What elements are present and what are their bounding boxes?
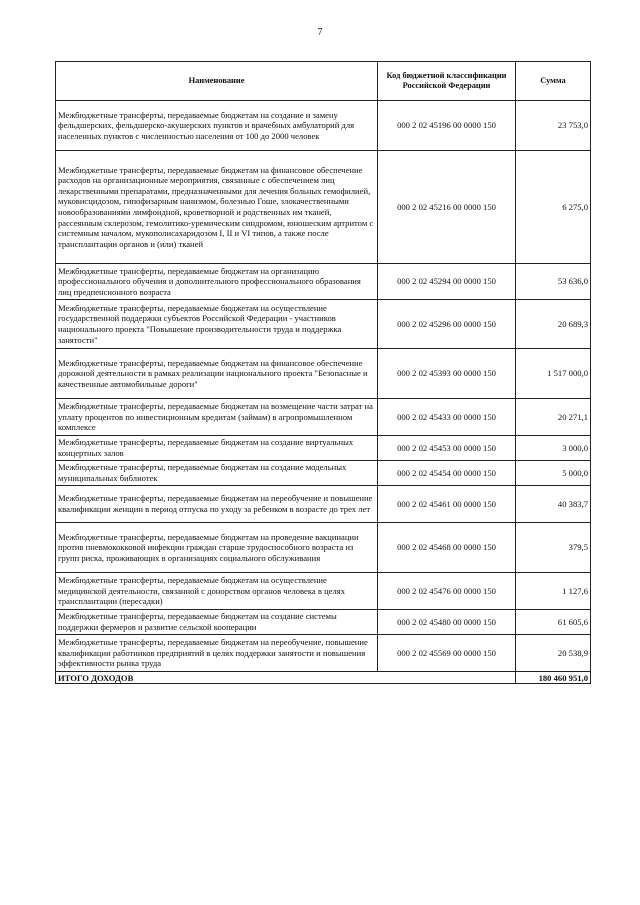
row-name: Межбюджетные трансферты, передаваемые бюджетам на создание системы поддержки фермеров и развитие сельской кооперации — [56, 610, 378, 635]
table-row — [56, 573, 591, 610]
budget-revenue-table — [55, 61, 591, 684]
table-row — [56, 461, 591, 486]
row-sum: 379,5 — [516, 523, 591, 573]
page-number: 7 — [317, 27, 323, 38]
row-sum: 61 605,6 — [516, 610, 591, 635]
table-row — [56, 436, 591, 461]
row-code: 000 2 02 45454 00 0000 150 — [378, 461, 516, 486]
row-sum: 3 000,0 — [516, 436, 591, 461]
row-name: Межбюджетные трансферты, передаваемые бюджетам на организацию профессионального обучения и дополнительного профессионального образования лиц предпенсионного возраста — [56, 264, 378, 300]
row-name: Межбюджетные трансферты, передаваемые бюджетам на возмещение части затрат на уплату процентов по инвестиционным кредитам (займам) в агропромышленном комплексе — [56, 399, 378, 436]
table-row — [56, 101, 591, 151]
total-row — [56, 672, 591, 684]
row-name: Межбюджетные трансферты, передаваемые бюджетам на финансовое обеспечение расходов на организационные мероприятия, связанные с обеспечением лиц лекарственными препаратами, предназначенными для лечения больных гемофилией, муковисцидозом, гипофизарным нанизмом, болезнью Гоше, злокачественными новообразованиями лимфоидной, кроветворной и родственных им тканей, рассеянным склерозом, гемолитико-уремическим синдромом, юношеским артритом с системным началом, мукополисахаридозом I, II и VI типов, а также после трансплантации органов и (или) тканей — [56, 151, 378, 264]
table-row — [56, 635, 591, 672]
row-code: 000 2 02 45296 00 0000 150 — [378, 300, 516, 349]
total-label: ИТОГО ДОХОДОВ — [56, 672, 516, 684]
row-code: 000 2 02 45569 00 0000 150 — [378, 635, 516, 672]
row-sum: 40 383,7 — [516, 486, 591, 523]
row-name: Межбюджетные трансферты, передаваемые бюджетам на переобучение, повышение квалификации работников предприятий в целях поддержки занятости и повышения эффективности рынка труда — [56, 635, 378, 672]
row-code: 000 2 02 45480 00 0000 150 — [378, 610, 516, 635]
header-sum: Сумма — [516, 62, 591, 101]
table-row — [56, 523, 591, 573]
row-code: 000 2 02 45468 00 0000 150 — [378, 523, 516, 573]
table-row — [56, 399, 591, 436]
row-name: Межбюджетные трансферты, передаваемые бюджетам на осуществление медицинской деятельности, связанной с донорством органов человека в целях трансплантации (пересадки) — [56, 573, 378, 610]
header-code: Код бюджетной классификации Российской Федерации — [378, 62, 516, 101]
row-code: 000 2 02 45476 00 0000 150 — [378, 573, 516, 610]
row-sum: 53 636,0 — [516, 264, 591, 300]
row-code: 000 2 02 45196 00 0000 150 — [378, 101, 516, 151]
row-code: 000 2 02 45461 00 0000 150 — [378, 486, 516, 523]
row-code: 000 2 02 45453 00 0000 150 — [378, 436, 516, 461]
row-code: 000 2 02 45294 00 0000 150 — [378, 264, 516, 300]
row-sum: 20 689,3 — [516, 300, 591, 349]
table-row — [56, 300, 591, 349]
row-sum: 5 000,0 — [516, 461, 591, 486]
row-sum: 20 271,1 — [516, 399, 591, 436]
row-name: Межбюджетные трансферты, передаваемые бюджетам на финансовое обеспечение дорожной деятельности в рамках реализации национального проекта "Безопасные и качественные автомобильные дороги" — [56, 349, 378, 399]
row-sum: 1 127,6 — [516, 573, 591, 610]
row-code: 000 2 02 45433 00 0000 150 — [378, 399, 516, 436]
row-name: Межбюджетные трансферты, передаваемые бюджетам на создание модельных муниципальных библиотек — [56, 461, 378, 486]
row-sum: 6 275,0 — [516, 151, 591, 264]
table-row — [56, 151, 591, 264]
row-name: Межбюджетные трансферты, передаваемые бюджетам на проведение вакцинации против пневмококковой инфекции граждан старше трудоспособного возраста из групп риска, проживающих в организациях социального обслуживания — [56, 523, 378, 573]
table-row — [56, 264, 591, 300]
table-row — [56, 610, 591, 635]
row-sum: 1 517 000,0 — [516, 349, 591, 399]
row-code: 000 2 02 45216 00 0000 150 — [378, 151, 516, 264]
row-code: 000 2 02 45393 00 0000 150 — [378, 349, 516, 399]
row-name: Межбюджетные трансферты, передаваемые бюджетам на создание и замену фельдшерских, фельдшерско-акушерских пунктов и врачебных амбулаторий для населенных пунктов с численностью населения от 100 до 2000 человек — [56, 101, 378, 151]
table-row — [56, 486, 591, 523]
header-name: Наименование — [56, 62, 378, 101]
row-name: Межбюджетные трансферты, передаваемые бюджетам на осуществление государственной поддержки субъектов Российской Федерации - участников национального проекта "Повышение производительности труда и поддержка занятости" — [56, 300, 378, 349]
row-sum: 23 753,0 — [516, 101, 591, 151]
row-name: Межбюджетные трансферты, передаваемые бюджетам на переобучение и повышение квалификации женщин в период отпуска по уходу за ребенком в возрасте до трех лет — [56, 486, 378, 523]
table-header-row — [56, 62, 591, 101]
row-name: Межбюджетные трансферты, передаваемые бюджетам на создание виртуальных концертных залов — [56, 436, 378, 461]
row-sum: 20 538,9 — [516, 635, 591, 672]
total-sum: 180 460 951,0 — [516, 672, 591, 684]
table-row — [56, 349, 591, 399]
